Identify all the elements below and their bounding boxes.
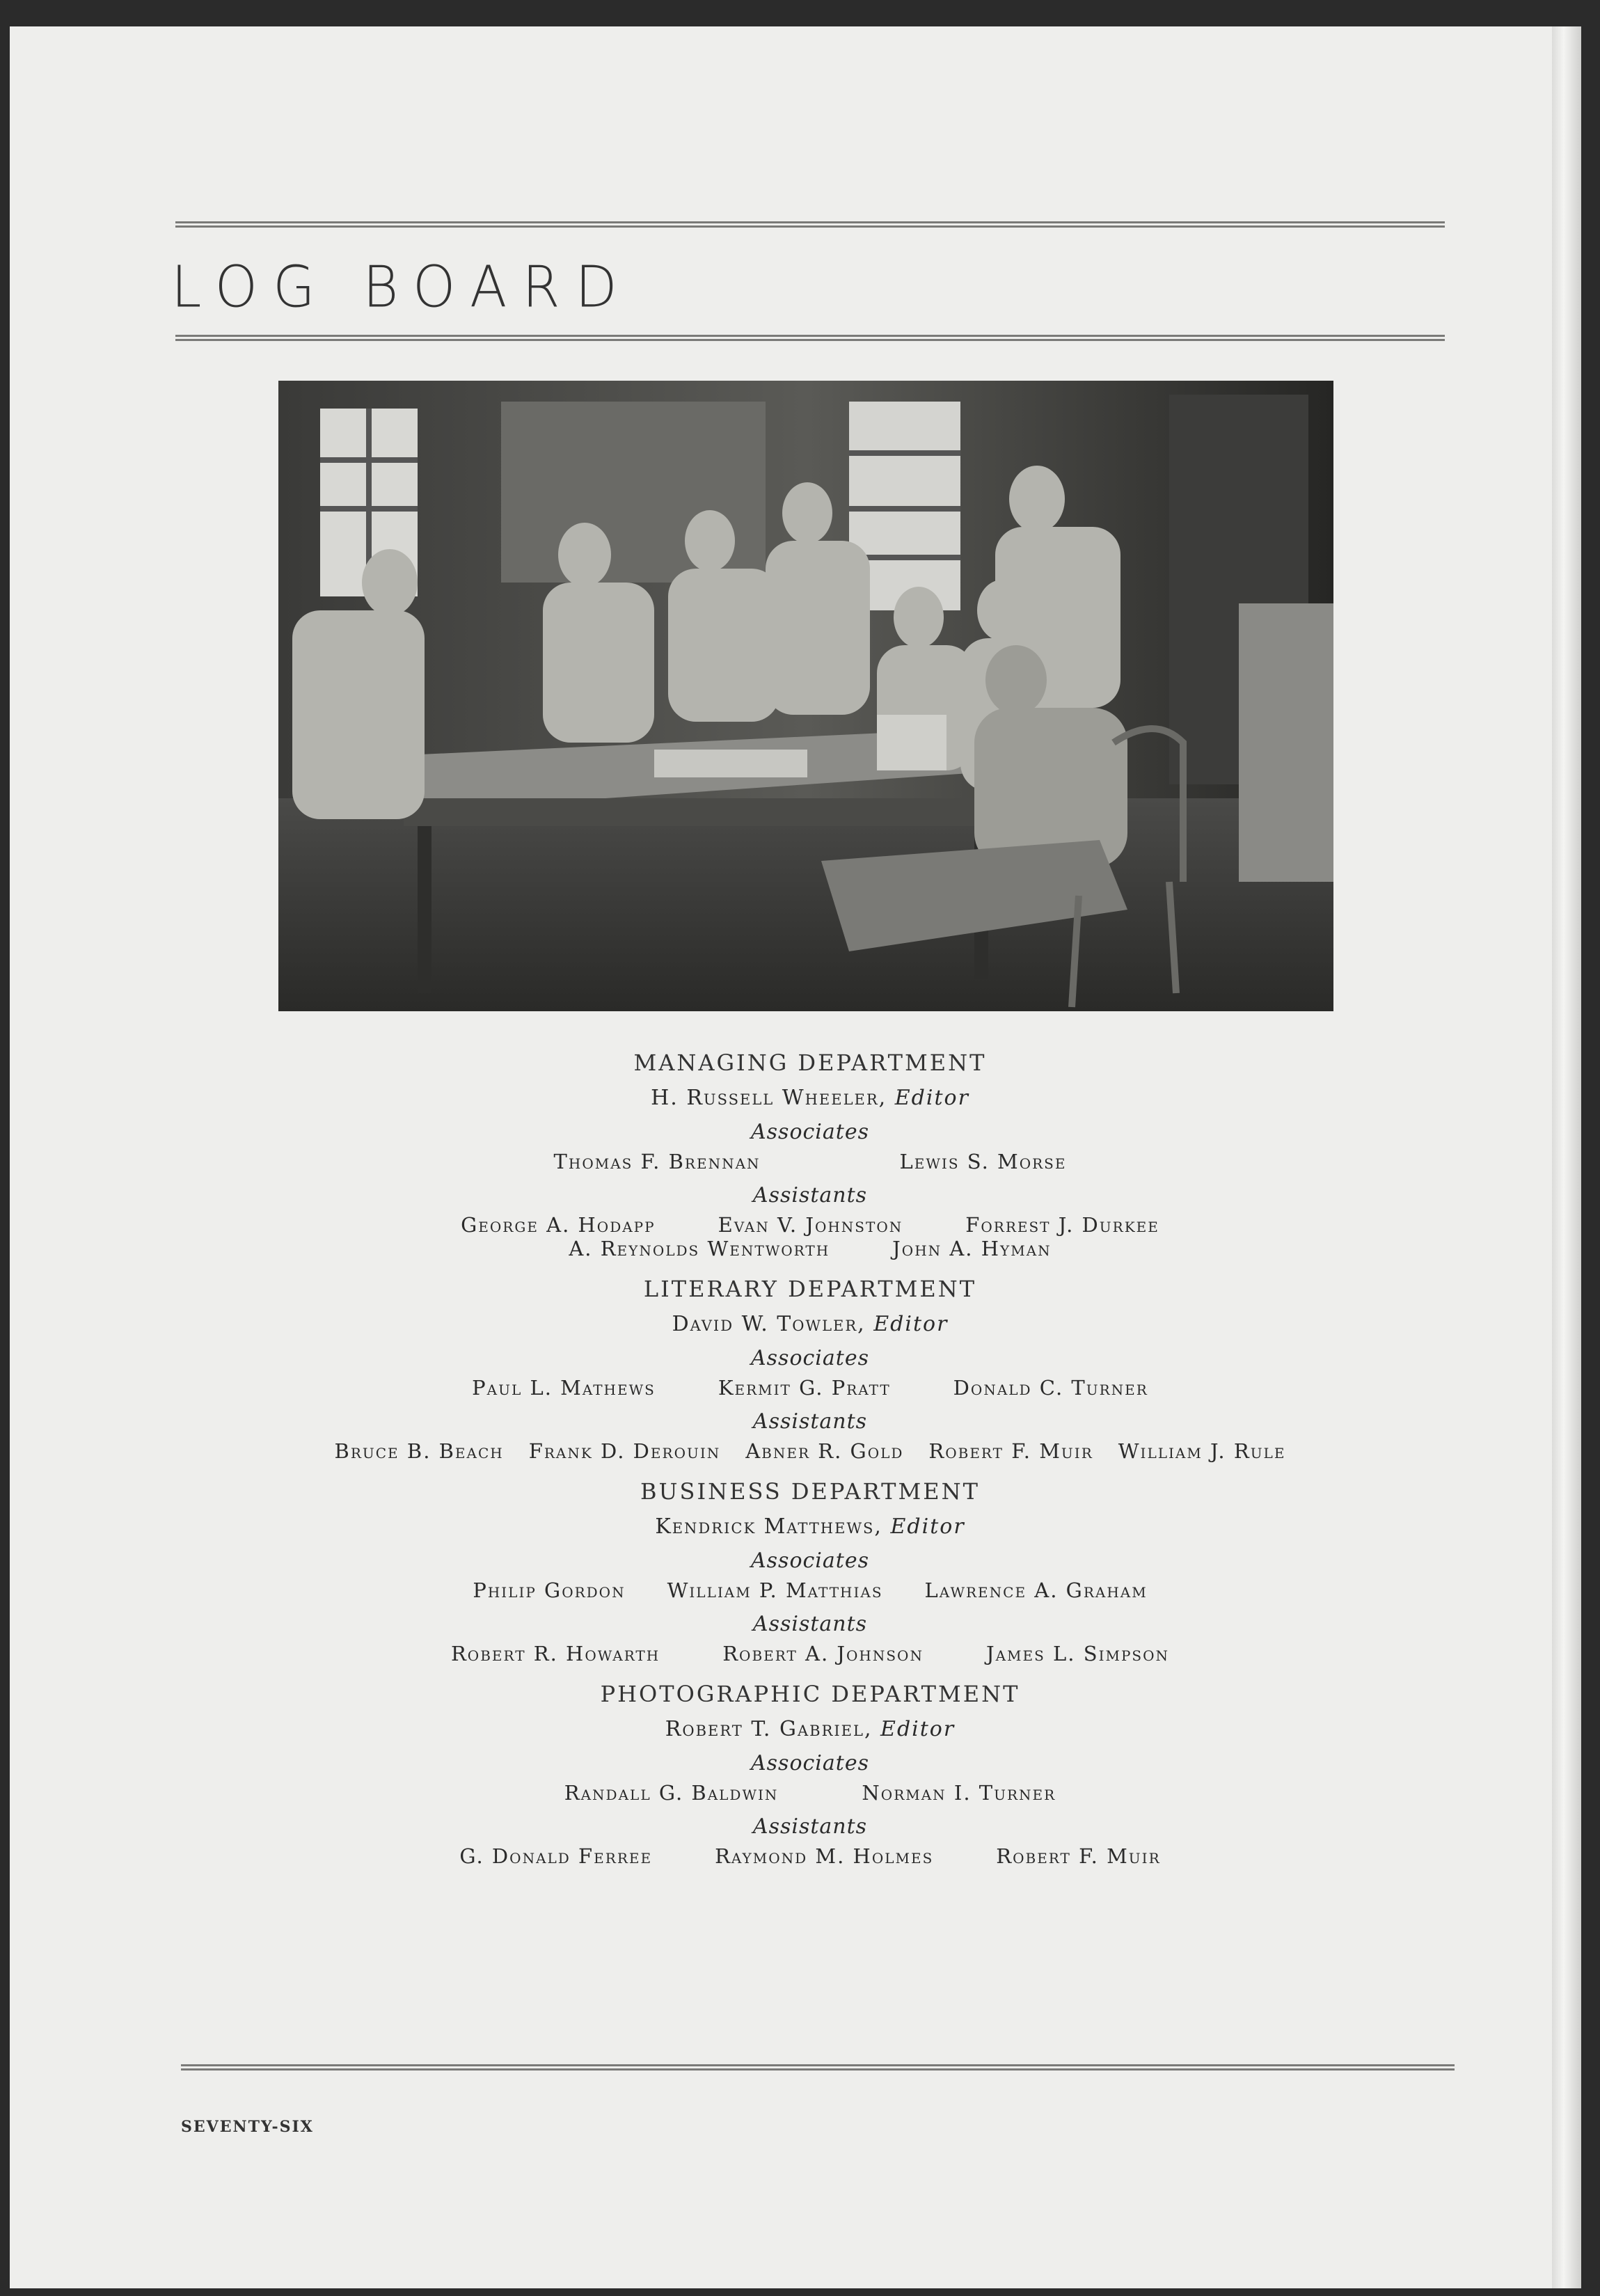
assistant-name: Robert F. Muir bbox=[996, 1844, 1161, 1868]
associate-name: Philip Gordon bbox=[473, 1578, 626, 1602]
assistant-name: Forrest J. Durkee bbox=[965, 1213, 1159, 1237]
associate-name: Paul L. Mathews bbox=[472, 1376, 656, 1400]
page-number: SEVENTY-SIX bbox=[181, 2118, 314, 2136]
associates-label: Associates bbox=[750, 1346, 869, 1370]
business-department bbox=[175, 1478, 1445, 1665]
assistants-row bbox=[175, 1642, 1445, 1665]
page-edge bbox=[1552, 26, 1581, 2288]
assistants-row bbox=[175, 1237, 1445, 1260]
assistant-name: G. Donald Ferree bbox=[459, 1844, 653, 1868]
associates-label: Associates bbox=[750, 1751, 869, 1775]
editor-role: Editor bbox=[873, 1312, 949, 1336]
assistant-name: A. Reynolds Wentworth bbox=[569, 1237, 830, 1260]
associate-name: Randall G. Baldwin bbox=[564, 1781, 779, 1805]
assistants-label: Assistants bbox=[752, 1183, 868, 1208]
associates-label: Associates bbox=[750, 1120, 869, 1144]
editor-line bbox=[175, 1717, 1445, 1741]
associates-row bbox=[175, 1376, 1445, 1400]
editor-line bbox=[175, 1312, 1445, 1336]
assistant-name: Raymond M. Holmes bbox=[715, 1844, 934, 1868]
associate-name: Lawrence A. Graham bbox=[924, 1578, 1148, 1602]
editor-line bbox=[175, 1514, 1445, 1539]
assistant-name: George A. Hodapp bbox=[461, 1213, 656, 1237]
associate-name: Donald C. Turner bbox=[953, 1376, 1148, 1400]
top-rule bbox=[175, 221, 1445, 228]
associate-name: Lewis S. Morse bbox=[899, 1150, 1067, 1173]
editor-name: David W. Towler, bbox=[672, 1312, 866, 1336]
assistant-name: Robert R. Howarth bbox=[450, 1642, 660, 1665]
photographic-department bbox=[175, 1681, 1445, 1868]
department-heading: LITERARY DEPARTMENT bbox=[643, 1276, 977, 1302]
editor-role: Editor bbox=[894, 1086, 969, 1110]
editor-name: Kendrick Matthews, bbox=[655, 1514, 882, 1539]
associate-name: William P. Matthias bbox=[667, 1578, 883, 1602]
associate-name: Norman I. Turner bbox=[862, 1781, 1056, 1805]
associate-name: Thomas F. Brennan bbox=[553, 1150, 761, 1173]
assistant-name: Frank D. Derouin bbox=[528, 1439, 721, 1463]
assistant-name: Bruce B. Beach bbox=[334, 1439, 504, 1463]
assistant-name: Robert A. Johnson bbox=[722, 1642, 924, 1665]
literary-department bbox=[175, 1276, 1445, 1463]
bottom-rule bbox=[181, 2064, 1455, 2071]
department-heading: BUSINESS DEPARTMENT bbox=[640, 1478, 980, 1505]
editor-name: Robert T. Gabriel, bbox=[665, 1717, 873, 1741]
department-heading: PHOTOGRAPHIC DEPARTMENT bbox=[600, 1681, 1020, 1707]
associates-row bbox=[175, 1781, 1445, 1805]
editor-role: Editor bbox=[880, 1717, 956, 1741]
associates-label: Associates bbox=[750, 1549, 869, 1573]
assistant-name: Robert F. Muir bbox=[928, 1439, 1093, 1463]
assistants-row bbox=[175, 1439, 1445, 1463]
assistants-label: Assistants bbox=[752, 1814, 868, 1839]
associates-row bbox=[175, 1578, 1445, 1602]
title-rule bbox=[175, 335, 1445, 341]
assistants-row bbox=[175, 1844, 1445, 1868]
associate-name: Kermit G. Pratt bbox=[718, 1376, 891, 1400]
page bbox=[10, 26, 1581, 2288]
assistant-name: Abner R. Gold bbox=[745, 1439, 904, 1463]
group-photo bbox=[278, 381, 1333, 1011]
editor-name: H. Russell Wheeler, bbox=[651, 1086, 887, 1110]
department-heading: MANAGING DEPARTMENT bbox=[633, 1050, 987, 1076]
assistant-name: William J. Rule bbox=[1118, 1439, 1286, 1463]
assistant-name: James L. Simpson bbox=[985, 1642, 1170, 1665]
assistant-name: Evan V. Johnston bbox=[718, 1213, 903, 1237]
assistants-label: Assistants bbox=[752, 1612, 868, 1636]
managing-department bbox=[175, 1050, 1445, 1260]
assistants-label: Assistants bbox=[752, 1409, 868, 1434]
assistant-name: John A. Hyman bbox=[892, 1237, 1052, 1260]
assistants-row bbox=[175, 1213, 1445, 1237]
page-title: LOG BOARD bbox=[171, 254, 633, 321]
roster bbox=[175, 1050, 1445, 1883]
associates-row bbox=[175, 1150, 1445, 1173]
editor-role: Editor bbox=[890, 1514, 965, 1539]
editor-line bbox=[175, 1086, 1445, 1110]
